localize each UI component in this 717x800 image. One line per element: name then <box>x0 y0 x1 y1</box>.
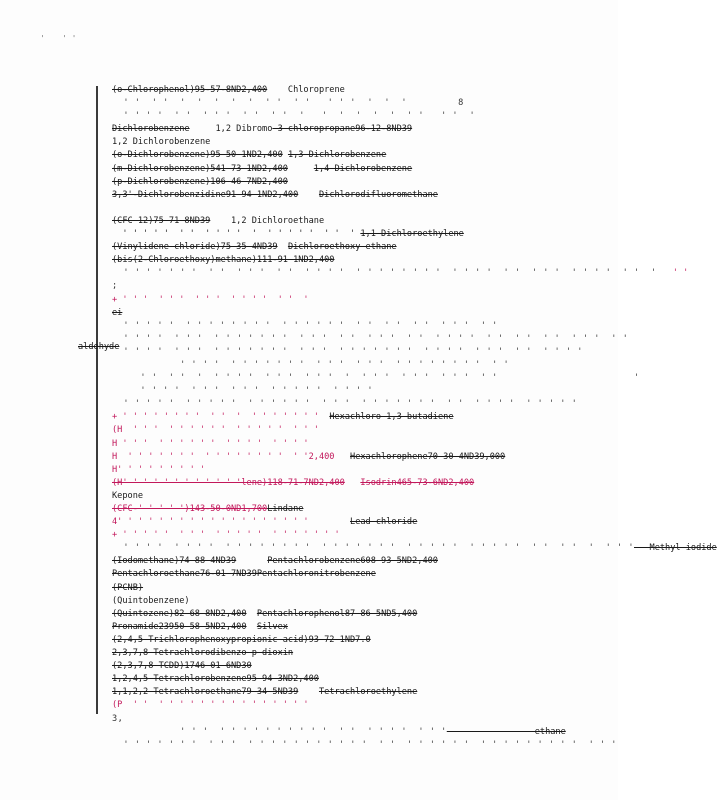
text-line <box>112 149 552 162</box>
struck-text: (CFC-' ' ' ' ')143-50-0ND1,700 <box>112 504 268 514</box>
text-line <box>112 346 583 359</box>
text-line <box>112 673 552 686</box>
line-text: ' ' ' ' ' ' ' ' ' ' ' ' ' ' ' ' ' ' ' ' ' ' ' ' ' ' ' ' ' ' <box>112 320 504 331</box>
text-line <box>112 516 552 529</box>
corner-mark-left: ' <box>40 34 45 43</box>
struck-text: Dichloroethoxy ethane <box>287 242 397 253</box>
struck-text: (PCNB) <box>112 582 144 593</box>
struck-text: Tetrachloroethylene <box>318 687 418 698</box>
line-text: H ' ' ' ' ' ' ' ' ' ' ' ' ' ' ' ' '2,400 <box>112 451 335 462</box>
text-line <box>112 97 552 110</box>
text-line <box>112 215 552 228</box>
line-text: H ' ' ' ' ' ' ' ' ' ' ' ' ' ' ' ' ' <box>112 438 314 449</box>
line-text: 1,2 Dichloroethane <box>210 215 325 226</box>
struck-text: 3,3'-Dichlorobenzidine91 94 1ND2,400 <box>112 189 299 200</box>
line-text <box>247 609 257 619</box>
line-text <box>278 242 288 252</box>
struck-text: Dichlorobenzene <box>112 124 190 135</box>
line-text: ' ' ' ' ' ' ' ' ' ' ' ' ' ' ' ' ' ' ' ' ' ' <box>112 726 447 737</box>
struck-text: Hexachlorophene70 30 4ND39,000 <box>350 451 506 462</box>
text-line <box>112 176 552 189</box>
line-text: (H ' ' ' ' ' ' ' ' ' ' ' ' ' ' ' ' ' <box>112 425 319 436</box>
margin-fragment: aldehyde <box>78 342 120 352</box>
text-line <box>112 739 617 752</box>
text-line <box>112 333 629 346</box>
line-text: H' ' ' ' ' ' ' ' ' <box>112 464 206 475</box>
text-line <box>112 163 552 176</box>
text-line <box>112 595 552 608</box>
struck-text: (bis(2-Chloroethoxy)methane)111-91 1ND2,400 <box>112 255 335 266</box>
line-text: ' ' ' ' ' ' ' ' ' ' ' ' ' ' ' ' ' ' ' ' ' ' ' ' ' ' ' ' ' ' ' ' ' ' ' ' ' ' ' ' ' <box>112 739 617 750</box>
line-text: (Quintobenzene) <box>112 595 190 606</box>
line-text <box>334 452 350 462</box>
struck-text: (Iodomethane)74 88 4ND39 <box>112 556 237 567</box>
text-line <box>112 660 552 673</box>
struck-text: Isodrin465-73-6ND2,400 <box>360 477 475 488</box>
line-text: ; <box>112 281 118 292</box>
text-line <box>112 372 640 385</box>
text-line <box>112 110 552 123</box>
text-line <box>112 582 552 595</box>
struck-text: Methyl iodide <box>634 543 717 554</box>
text-line <box>112 189 552 202</box>
struck-text: 2,3,7,8 Tetrachlorodibenzo p dioxin <box>112 648 294 659</box>
struck-text: Pronamide23950 58 5ND2,400 <box>112 621 247 632</box>
struck-text: (Vinylidene chloride)75 35 4ND39 <box>112 242 278 253</box>
struck-text: (CFC 12)75 71 8ND39 <box>112 215 211 226</box>
struck-text: Lindane <box>267 504 304 514</box>
struck-text: Pentachlorobenzene608 93 5ND2,400 <box>267 556 438 567</box>
text-line <box>112 451 552 464</box>
line-text <box>247 622 257 632</box>
struck-text: (p-Dichlorobenzene)106 46 7ND2,400 <box>112 176 288 187</box>
text-line <box>112 542 717 555</box>
text-line <box>112 385 552 398</box>
line-text: ' ' ' ' ' ' ' ' ' ' ' ' ' ' ' ' ' ' ' ' ' ' ' ' <box>112 111 476 122</box>
text-line <box>112 555 552 568</box>
text-line <box>112 699 552 712</box>
line-text: 1,2 Dibromo <box>189 124 273 135</box>
text-line <box>112 254 552 267</box>
text-line <box>112 608 552 621</box>
line-text: + ' ' ' ' ' ' ' ' ' ' ' ' ' ' ' ' ' ' ' ' <box>112 530 340 541</box>
text-line <box>112 464 552 477</box>
text-line <box>112 438 552 451</box>
struck-text: Lead chloride <box>350 517 418 528</box>
line-text: Kepone <box>112 490 144 501</box>
line-text: + ' ' ' ' ' ' ' ' ' ' ' ' ' ' ' ' ' ' <box>112 412 325 423</box>
line-text: 1,2 Dichlorobenzene <box>112 137 211 148</box>
text-line <box>112 424 552 437</box>
text-line <box>112 529 552 542</box>
line-text: ' ' ' ' ' ' ' ' ' ' ' ' ' ' ' ' ' ' ' ' ' ' ' ' ' ' ' ' ' ' ' ' ' ' ' ' ' ' ' ' ' <box>112 543 634 554</box>
text-line <box>112 307 552 320</box>
line-text: 3, <box>112 713 124 724</box>
struck-text: (2,4,5 Trichlorophenoxypropionic acid)93 72 1ND7.0 <box>112 634 371 645</box>
struck-text: 1,1 Dichloroethylene <box>360 229 464 240</box>
text-line <box>112 241 552 254</box>
line-text <box>236 556 267 566</box>
struck-text: Dichlorodifluoromethane <box>318 189 438 200</box>
struck-text: Pentachlorophenol87 86 5ND5,400 <box>256 608 418 619</box>
struck-text: (2,3,7,8 TCDD)1746 01 6ND30 <box>112 661 252 672</box>
struck-text: 1,3 Dichlorobenzene <box>287 150 387 161</box>
struck-text: (H' ' ' ' ' ' ' ' ' ' ' 'lene)118-71-7ND2,400 <box>112 477 345 488</box>
line-text: ' ' ' ' ' ' ' ' ' ' ' ' ' ' ' ' ' ' ' ' ' ' ' ' ' ' ' ' <box>112 373 640 384</box>
line-text: ' ' ' ' ' ' ' ' ' ' ' ' ' ' ' ' ' ' ' ' ' ' ' ' ' ' ' ' ' ' ' ' ' ' ' ' ' ' ' ' ' ' <box>112 268 663 279</box>
struck-text: (o-Dichlorobenzene)95 50 1ND2,400 <box>112 150 283 161</box>
left-margin-rule <box>96 86 98 714</box>
struck-text: (m-Dichlorobenzene)541 73 1ND2,400 <box>112 163 288 174</box>
line-text: ' ' <box>662 268 689 279</box>
document-text-lines <box>112 84 717 752</box>
corner-mark-right: ' ' <box>62 34 77 43</box>
text-line <box>112 359 552 372</box>
text-line <box>112 294 552 307</box>
struck-text: 3 chloropropane96-12-8ND39 <box>272 124 413 135</box>
text-line <box>112 490 552 503</box>
line-text: ' ' ' ' ' ' ' ' ' ' ' ' ' ' ' ' ' ' ' ' <box>112 229 361 240</box>
text-line <box>112 686 552 699</box>
struck-text: 1,1,2,2 Tetrachloroethane79 34 5ND39 <box>112 687 299 698</box>
text-line <box>112 503 552 516</box>
line-text: ' ' ' ' ' ' ' ' ' ' ' ' ' ' ' ' ' ' ' ' ' ' ' ' ' ' ' ' ' ' ' ' ' ' ' ' ' <box>112 399 578 410</box>
text-line <box>112 136 552 149</box>
text-line <box>112 647 552 660</box>
text-line <box>112 320 552 333</box>
struck-text: ethane <box>446 726 566 737</box>
struck-text: 1,4 Dichlorobenzene <box>313 163 413 174</box>
text-line <box>112 84 552 97</box>
line-text <box>345 478 361 488</box>
struck-text: Hexachloro 1,3 butadiene <box>329 412 454 423</box>
text-line <box>112 477 552 490</box>
line-text <box>298 687 319 697</box>
text-line <box>112 713 552 726</box>
struck-text: ei <box>112 307 123 318</box>
text-line <box>112 267 689 280</box>
text-line <box>112 123 552 136</box>
line-text: Chloroprene <box>267 85 345 95</box>
line-text <box>298 190 319 200</box>
text-line <box>112 202 552 215</box>
line-text: 4' ' ' ' ' ' ' ' ' ' ' ' ' ' ' ' ' ' ' <box>112 517 309 528</box>
struck-text: Silvex <box>256 621 288 632</box>
text-line <box>112 411 552 424</box>
text-line <box>112 621 552 634</box>
line-text <box>309 517 350 527</box>
line-text <box>288 164 314 174</box>
text-line <box>112 280 552 293</box>
text-line <box>112 726 566 739</box>
text-line <box>112 568 552 581</box>
line-text: ' ' ' ' ' ' ' ' ' ' ' ' ' ' ' ' ' ' ' <box>112 386 373 397</box>
line-text: ' ' ' ' ' ' ' ' ' ' ' ' ' ' ' ' ' ' ' 8 <box>112 98 464 109</box>
line-text: (P ' ' ' ' ' ' ' ' ' ' ' ' ' ' ' ' ' <box>112 700 309 711</box>
line-text: + ' ' ' ' ' ' ' ' ' ' ' ' ' ' ' ' <box>112 294 309 305</box>
text-line <box>112 634 552 647</box>
line-text: ' ' ' ' ' ' ' ' ' ' ' ' ' ' ' ' ' ' ' ' ' ' ' ' ' ' ' ' ' ' ' ' ' ' ' ' ' ' ' <box>112 333 629 344</box>
struck-text: Pentachloroethane76-01 7ND39Pentachloronitrobenzene <box>112 569 376 580</box>
text-line <box>112 398 578 411</box>
text-line <box>112 228 552 241</box>
struck-text: (Quintozene)82 68 8ND2,400 <box>112 608 247 619</box>
struck-text: (o-Chlorophenol)95-57-8ND2,400 <box>112 85 268 95</box>
line-text: ' ' ' ' ' ' ' ' ' ' ' ' ' ' ' ' ' ' ' ' ' ' ' ' ' ' ' <box>112 359 510 370</box>
struck-text: 1,2,4,5 Tetrachlorobenzene95 94 3ND2,400 <box>112 674 319 685</box>
line-text: ' ' ' ' ' ' ' ' ' ' ' ' ' ' ' ' ' ' ' ' ' ' ' ' ' ' ' ' ' ' ' ' ' ' ' ' ' <box>112 346 583 357</box>
